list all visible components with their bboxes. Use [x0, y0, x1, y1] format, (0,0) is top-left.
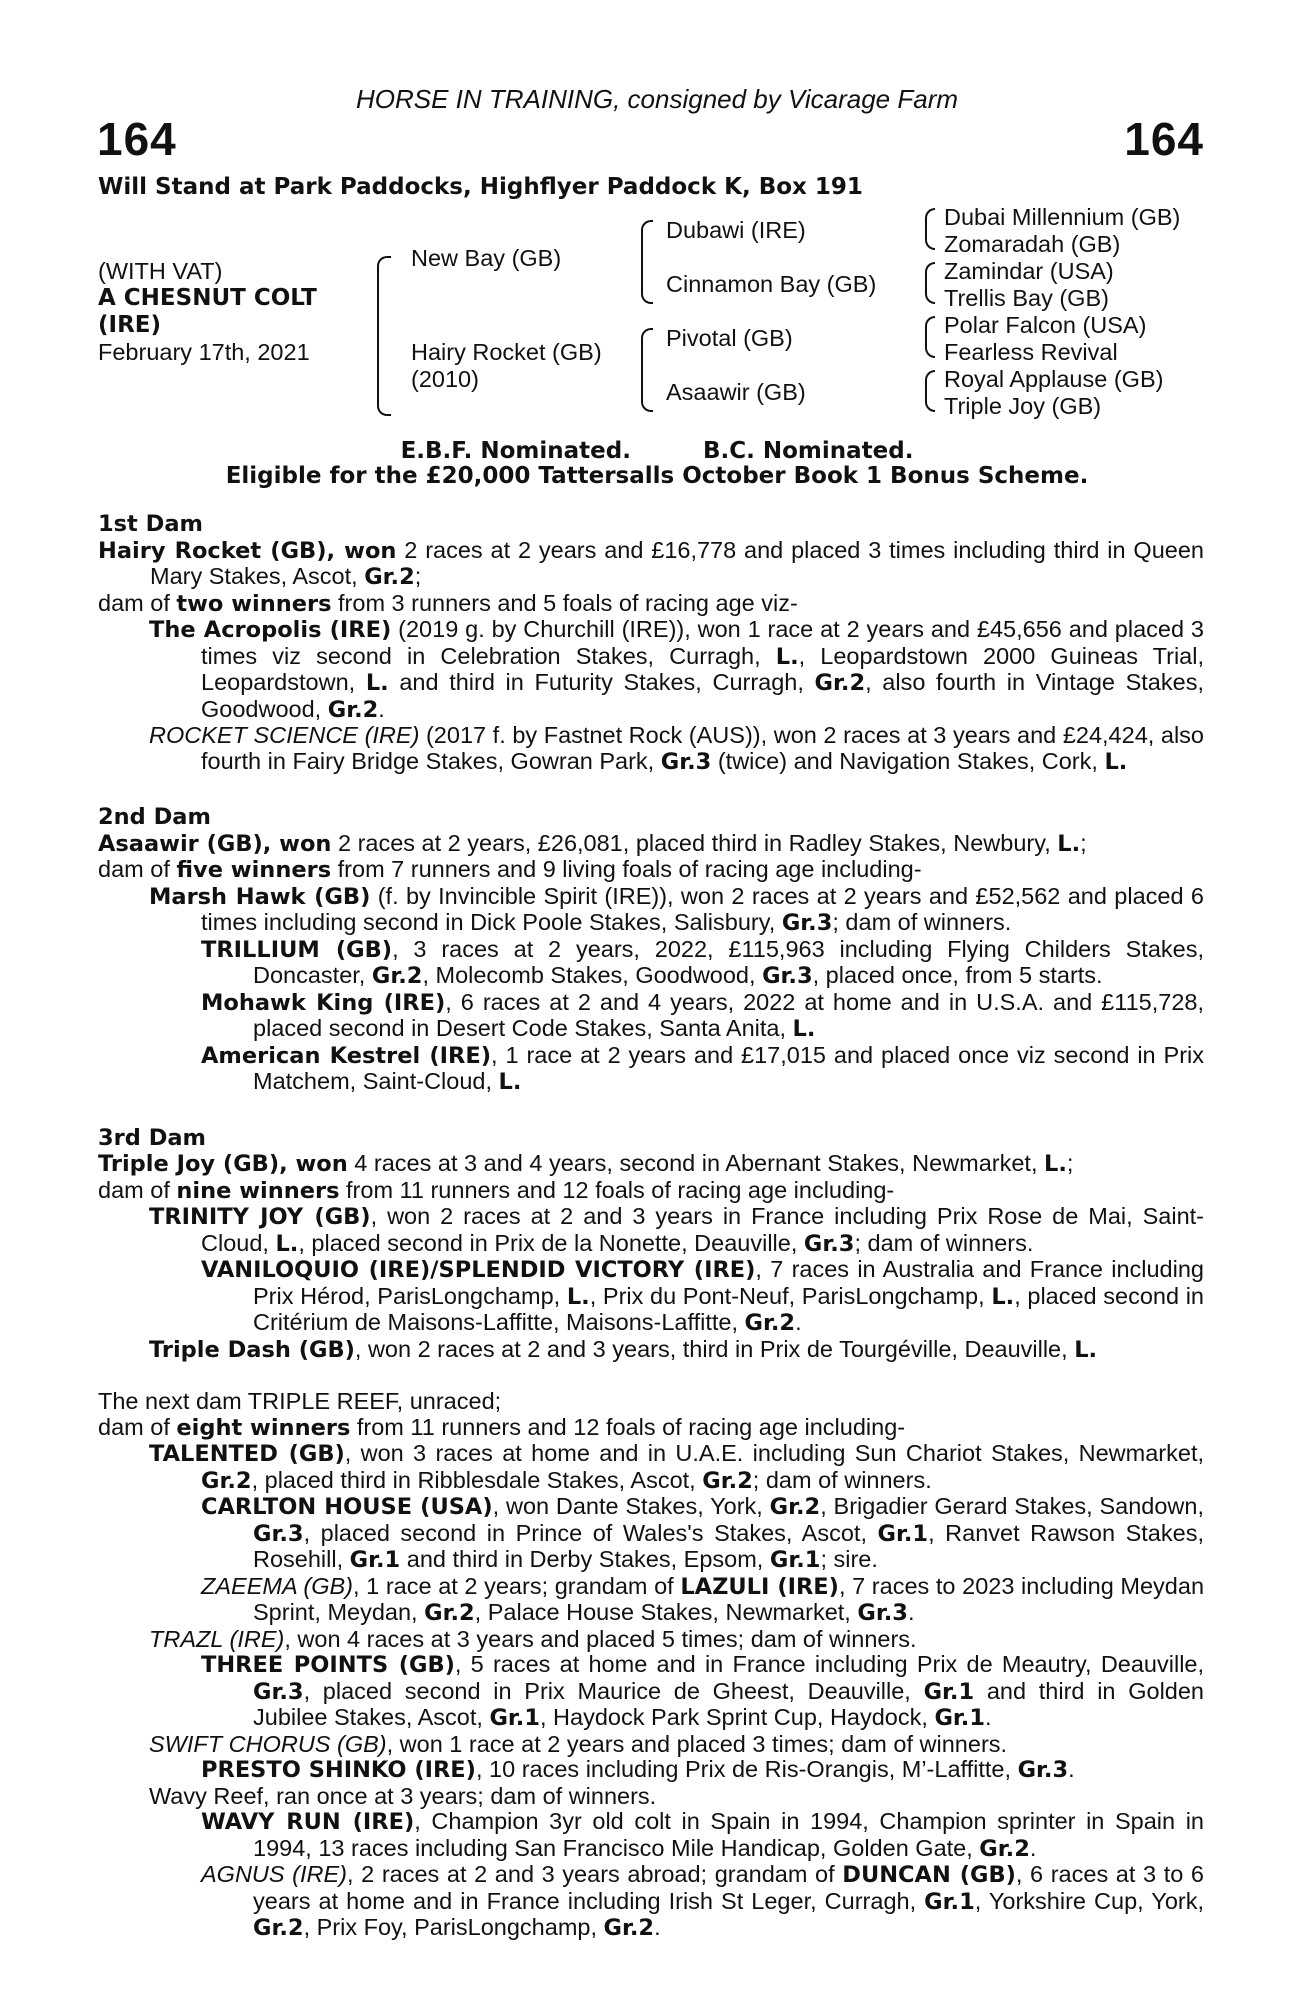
- next-dam-grandfoal-1: CARLTON HOUSE (USA), won Dante Stakes, York, Gr.2, Brigadier Gerard Stakes, Sandown, Gr.3, placed second in Prince of Wales's Stakes, Ascot, Gr.1, Ranvet Rawson Stakes, Rosehill, Gr.1 and third in Derby Stakes, Epsom, Gr.1; sire.: [201, 1493, 1204, 1573]
- sire: New Bay (GB): [411, 245, 562, 271]
- brace-3c: [925, 316, 935, 358]
- lot-number-right: 164: [1124, 113, 1204, 165]
- third-dam-heading: 3rd Dam: [98, 1124, 206, 1151]
- third-dam-grandfoal-1: VANILOQUIO (IRE)/SPLENDID VICTORY (IRE), 7 races in Australia and France including Prix Hérod, ParisLongchamp, L., Prix du Pont-Neuf, ParisLongchamp, L., placed second in Critérium de Maisons-Laffitte, Maisons-Laffitte, Gr.2.: [201, 1256, 1204, 1336]
- subject-name-country: (IRE): [98, 312, 162, 338]
- next-dam-foal-1: TALENTED (GB), won 3 races at home and in U.A.E. including Sun Chariot Stakes, Newmarket, Gr.2, placed third in Ribblesdale Stakes, Ascot, Gr.2; dam of winners.: [149, 1440, 1204, 1494]
- consignor-line: HORSE IN TRAINING, consigned by Vicarage Farm: [355, 84, 959, 114]
- gg-5: Polar Falcon (USA): [944, 312, 1147, 338]
- next-dam-foal-3: SWIFT CHORUS (GB), won 1 race at 2 years and placed 3 times; dam of winners.: [149, 1730, 1008, 1757]
- next-dam-summary: The next dam TRIPLE REEF, unraced;: [98, 1388, 502, 1414]
- next-dam-produce: dam of eight winners from 11 runners and 12 foals of racing age including-: [98, 1413, 906, 1441]
- third-dam-foal-1: TRINITY JOY (GB), won 2 races at 2 and 3 years in France including Prix Rose de Mai, Saint-Cloud, L., placed second in Prix de la Nonette, Deauville, Gr.3; dam of winners.: [149, 1203, 1204, 1257]
- second-dam-foal-1: Marsh Hawk (GB) (f. by Invincible Spirit (IRE)), won 2 races at 2 years and £52,562 and placed 6 times including second in Dick Poole Stakes, Salisbury, Gr.3; dam of winners.: [149, 882, 1204, 936]
- dam-sire: Pivotal (GB): [666, 325, 793, 351]
- nominations: [0, 438, 1314, 464]
- first-dam-produce: dam of two winners from 3 runners and 5 foals of racing age viz-: [98, 589, 798, 617]
- sire-dam: Cinnamon Bay (GB): [666, 271, 877, 297]
- second-dam-heading: 2nd Dam: [98, 804, 211, 830]
- lot-number-left: 164: [97, 113, 177, 165]
- brace-2b: [641, 328, 653, 412]
- catalogue-body: [98, 512, 1204, 1942]
- first-dam-heading: 1st Dam: [98, 511, 203, 537]
- gg-4: Trellis Bay (GB): [944, 285, 1109, 311]
- second-dam-grandfoal-1: TRILLIUM (GB), 3 races at 2 years, 2022, £115,963 including Flying Childers Stakes, Doncaster, Gr.2, Molecomb Stakes, Goodwood, Gr.3, placed once, from 5 starts.: [201, 935, 1204, 989]
- brace-3d: [925, 370, 935, 412]
- next-dam-grandfoal-6: AGNUS (IRE), 2 races at 2 and 3 years abroad; grandam of DUNCAN (GB), 6 races at 3 to 6 years at home and in France including Irish St Leger, Curragh, Gr.1, Yorkshire Cup, York, Gr.2, Prix Foy, ParisLongchamp, Gr.2.: [201, 1861, 1204, 1941]
- next-dam-grandfoal-5: WAVY RUN (IRE), Champion 3yr old colt in Spain in 1994, Champion sprinter in Spain in 1994, 13 races including San Francisco Mile Handicap, Golden Gate, Gr.2.: [201, 1808, 1204, 1862]
- first-dam-summary: Hairy Rocket (GB), won 2 races at 2 years and £16,778 and placed 3 times including third in Queen Mary Stakes, Ascot, Gr.2;: [98, 536, 1204, 590]
- foaling-date: February 17th, 2021: [98, 339, 310, 365]
- third-dam-summary: Triple Joy (GB), won 4 races at 3 and 4 years, second in Abernant Stakes, Newmarket, L.;: [98, 1150, 1074, 1177]
- ebf-nomination: E.B.F. Nominated.: [400, 438, 631, 464]
- gg-2: Zomaradah (GB): [944, 231, 1121, 257]
- brace-1: [377, 256, 391, 416]
- dam: Hairy Rocket (GB): [411, 339, 602, 365]
- next-dam-grandfoal-4: PRESTO SHINKO (IRE), 10 races including Prix de Ris-Orangis, M’-Laffitte, Gr.3.: [201, 1756, 1075, 1783]
- sire-sire: Dubawi (IRE): [666, 217, 806, 243]
- dam-year: (2010): [411, 366, 479, 392]
- second-dam-grandfoal-2: Mohawk King (IRE), 6 races at 2 and 4 years, 2022 at home and in U.S.A. and £115,728, placed second in Desert Code Stakes, Santa Anita, L.: [201, 988, 1204, 1042]
- gg-7: Royal Applause (GB): [944, 366, 1164, 392]
- gg-6: Fearless Revival: [944, 339, 1118, 365]
- bonus-scheme: Eligible for the £20,000 Tattersalls October Book 1 Bonus Scheme.: [225, 463, 1089, 489]
- third-dam-foal-2: Triple Dash (GB), won 2 races at 2 and 3 years, third in Prix de Tourgéville, Deauville, L.: [149, 1335, 1098, 1363]
- vat-label: (WITH VAT): [98, 258, 223, 284]
- gg-1: Dubai Millennium (GB): [944, 204, 1181, 230]
- next-dam-foal-4: Wavy Reef, ran once at 3 years; dam of winners.: [149, 1782, 657, 1809]
- second-dam-produce: dam of five winners from 7 runners and 9 living foals of racing age including-: [98, 856, 922, 883]
- next-dam-foal-2: TRAZL (IRE), won 4 races at 3 years and placed 5 times; dam of winners.: [149, 1625, 917, 1652]
- stand-location: Will Stand at Park Paddocks, Highflyer Paddock K, Box 191: [98, 174, 863, 200]
- dam-dam: Asaawir (GB): [666, 379, 806, 405]
- first-dam-foal-2: ROCKET SCIENCE (IRE) (2017 f. by Fastnet Rock (AUS)), won 2 races at 3 years and £24,424, also fourth in Fairy Bridge Stakes, Gowran Park, Gr.3 (twice) and Navigation Stakes, Cork, L.: [149, 722, 1204, 775]
- bc-nomination: B.C. Nominated.: [702, 438, 914, 464]
- next-dam-grandfoal-2: ZAEEMA (GB), 1 race at 2 years; grandam of LAZULI (IRE), 7 races to 2023 including Meydan Sprint, Meydan, Gr.2, Palace House Stakes, Newmarket, Gr.3.: [201, 1572, 1205, 1626]
- second-dam-grandfoal-3: American Kestrel (IRE), 1 race at 2 years and £17,015 and placed once viz second in Prix Matchem, Saint-Cloud, L.: [201, 1041, 1204, 1095]
- third-dam-produce: dam of nine winners from 11 runners and 12 foals of racing age including-: [98, 1176, 895, 1204]
- brace-3b: [925, 262, 935, 304]
- gg-3: Zamindar (USA): [944, 258, 1114, 284]
- next-dam-grandfoal-3: THREE POINTS (GB), 5 races at home and in France including Prix de Meautry, Deauville, Gr.3, placed second in Prix Maurice de Gheest, Deauville, Gr.1 and third in Golden Jubilee Stakes, Ascot, Gr.1, Haydock Park Sprint Cup, Haydock, Gr.1.: [201, 1651, 1205, 1731]
- brace-2a: [641, 220, 653, 304]
- first-dam-foal-1: The Acropolis (IRE) (2019 g. by Churchill (IRE)), won 1 race at 2 years and £45,656 and placed 3 times viz second in Celebration Stakes, Curragh, L., Leopardstown 2000 Guineas Trial, Leopardstown, L. and third in Futurity Stakes, Curragh, Gr.2, also fourth in Vintage Stakes, Goodwood, Gr.2.: [149, 616, 1205, 723]
- second-dam-summary: Asaawir (GB), won 2 races at 2 years, £26,081, placed third in Radley Stakes, Newbury, L.;: [98, 829, 1087, 857]
- brace-3a: [925, 208, 935, 250]
- subject-name: A CHESNUT COLT: [98, 285, 317, 311]
- gg-8: Triple Joy (GB): [944, 393, 1102, 419]
